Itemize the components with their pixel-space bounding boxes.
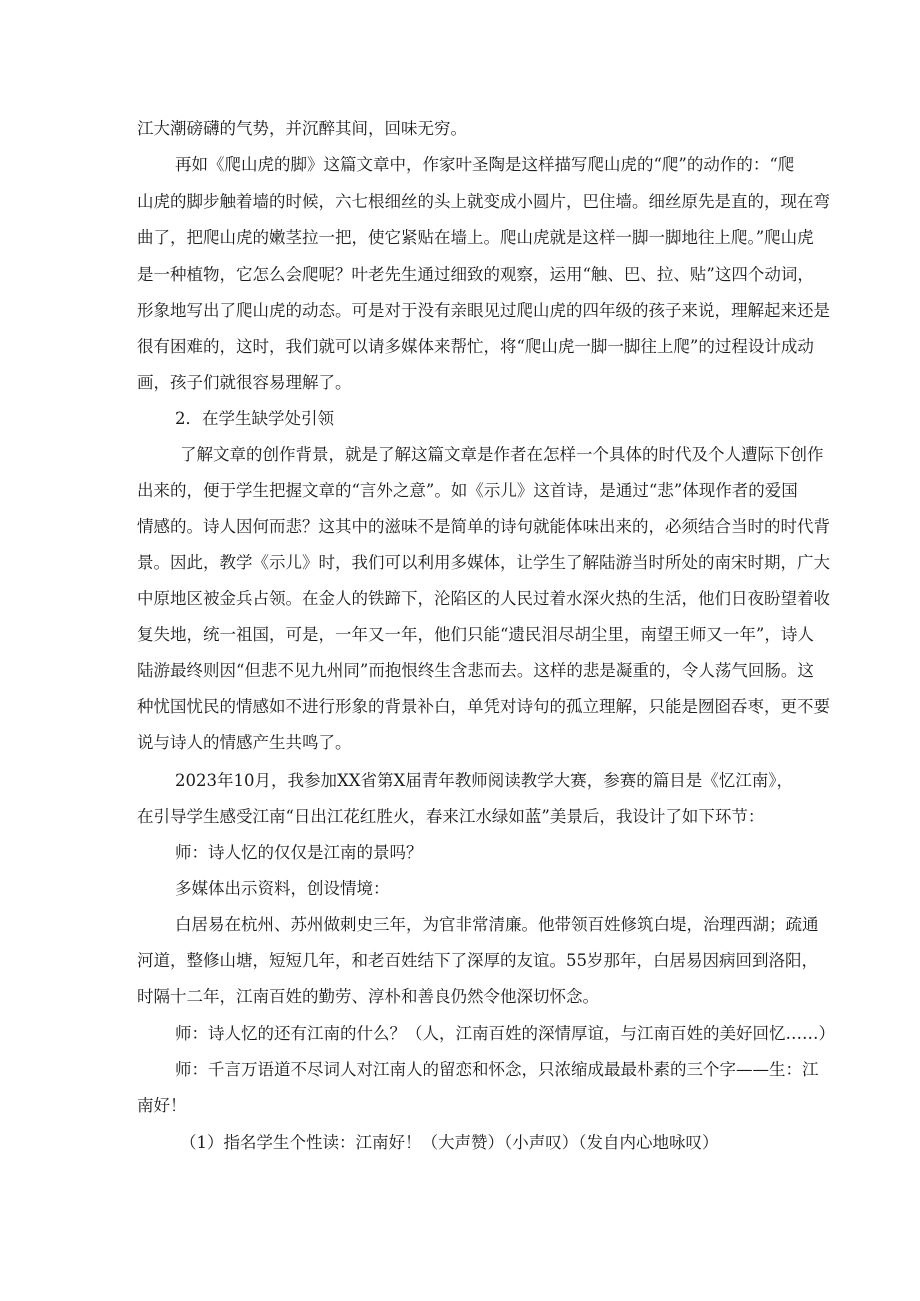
section-heading: 2．在学生缺学处引领 — [175, 409, 334, 428]
paragraph-3-line: 景。因此，教学《示儿》时，我们可以利用多媒体，让学生了解陆游当时所处的南宋时期，广大 — [137, 553, 830, 572]
paragraph-3-line: 中原地区被金兵占领。在金人的铁蹄下，沦陷区的人民过着水深火热的生活，他们日夜盼望着收 — [137, 589, 830, 608]
paragraph-1-line: 江大潮磅礴的气势，并沉醉其间，回味无穷。 — [137, 119, 467, 138]
paragraph-3-line: 陆游最终则因“但悲不见九州同”而抱恨终生含悲而去。这样的悲是凝重的，令人荡气回肠。这 — [137, 661, 814, 680]
paragraph-3-line: 情感的。诗人因何而悲？这其中的滋味不是简单的诗句就能体味出来的，必须结合当时的时代背 — [137, 517, 830, 536]
paragraph-5-line: 时隔十二年，江南百姓的勤劳、淳朴和善良仍然令他深切怀念。 — [137, 987, 599, 1006]
paragraph-5-line: 白居易在杭州、苏州做刺史三年，为官非常清廉。他带领百姓修筑白堤，治理西湖；疏通 — [175, 915, 819, 934]
paragraph-3-line: 了解文章的创作背景，就是了解这篇文章是作者在怎样一个具体的时代及个人遭际下创作 — [180, 445, 824, 464]
paragraph-6-line: 师：千言万语道不尽词人对江南人的留恋和怀念，只浓缩成最最朴素的三个字——生：江 — [175, 1060, 819, 1079]
paragraph-3-line: 复失地，统一祖国，可是，一年又一年，他们只能“遗民泪尽胡尘里，南望王师又一年”，诗人 — [137, 625, 814, 644]
paragraph-3-line: 说与诗人的情感产生共鸣了。 — [137, 733, 352, 752]
paragraph-2-line: 是一种植物，它怎么会爬呢？叶老先生通过细致的观察，运用“触、巴、拉、贴”这四个动词， — [137, 265, 814, 284]
paragraph-4-line: 2023年10月，我参加XX省第X届青年教师阅读教学大赛，参赛的篇目是《忆江南》， — [175, 771, 793, 790]
paragraph-2-line: 山虎的脚步触着墙的时候，六七根细丝的头上就变成小圆片，巴住墙。细丝原先是直的，现在弯 — [137, 192, 830, 211]
paragraph-3-line: 出来的，便于学生把握文章的“言外之意”。如《示儿》这首诗，是通过“悲”体现作者的爱国 — [137, 481, 798, 500]
paragraph-2-line: 很有困难的，这时，我们就可以请多媒体来帮忙，将“爬山虎一脚一脚往上爬”的过程设计成动 — [137, 337, 814, 356]
paragraph-3-line: 种忧国忧民的情感如不进行形象的背景补白，单凭对诗句的孤立理解，只能是囫囵吞枣，更不要 — [137, 697, 830, 716]
paragraph-2-line: 曲了，把爬山虎的嫩茎拉一把，使它紧贴在墙上。爬山虎就是这样一脚一脚地往上爬。”爬山虎 — [137, 228, 814, 247]
list-item: （1）指名学生个性读：江南好！（大声赞）（小声叹）（发自内心地咏叹） — [180, 1133, 719, 1152]
paragraph-2-line: 形象地写出了爬山虎的动态。可是对于没有亲眼见过爬山虎的四年级的孩子来说，理解起来还是 — [137, 301, 830, 320]
paragraph-4-line: 在引导学生感受江南“日出江花红胜火，春来江水绿如蓝”美景后，我设计了如下环节： — [137, 807, 765, 826]
paragraph-2-line: 再如《爬山虎的脚》这篇文章中，作家叶圣陶是这样描写爬山虎的“爬”的动作的：“爬 — [175, 155, 795, 174]
paragraph-6-line: 南好！ — [137, 1096, 187, 1115]
teacher-question: 师：诗人忆的还有江南的什么？（人，江南百姓的深情厚谊，与江南百姓的美好回忆……） — [175, 1024, 835, 1043]
media-intro: 多媒体出示资料，创设情境： — [175, 879, 390, 898]
paragraph-5-line: 河道，整修山塘，短短几年，和老百姓结下了深厚的友谊。55岁那年，白居易因病回到洛阳， — [137, 951, 818, 970]
paragraph-2-line: 画，孩子们就很容易理解了。 — [137, 373, 352, 392]
teacher-question: 师：诗人忆的仅仅是江南的景吗？ — [175, 843, 423, 862]
